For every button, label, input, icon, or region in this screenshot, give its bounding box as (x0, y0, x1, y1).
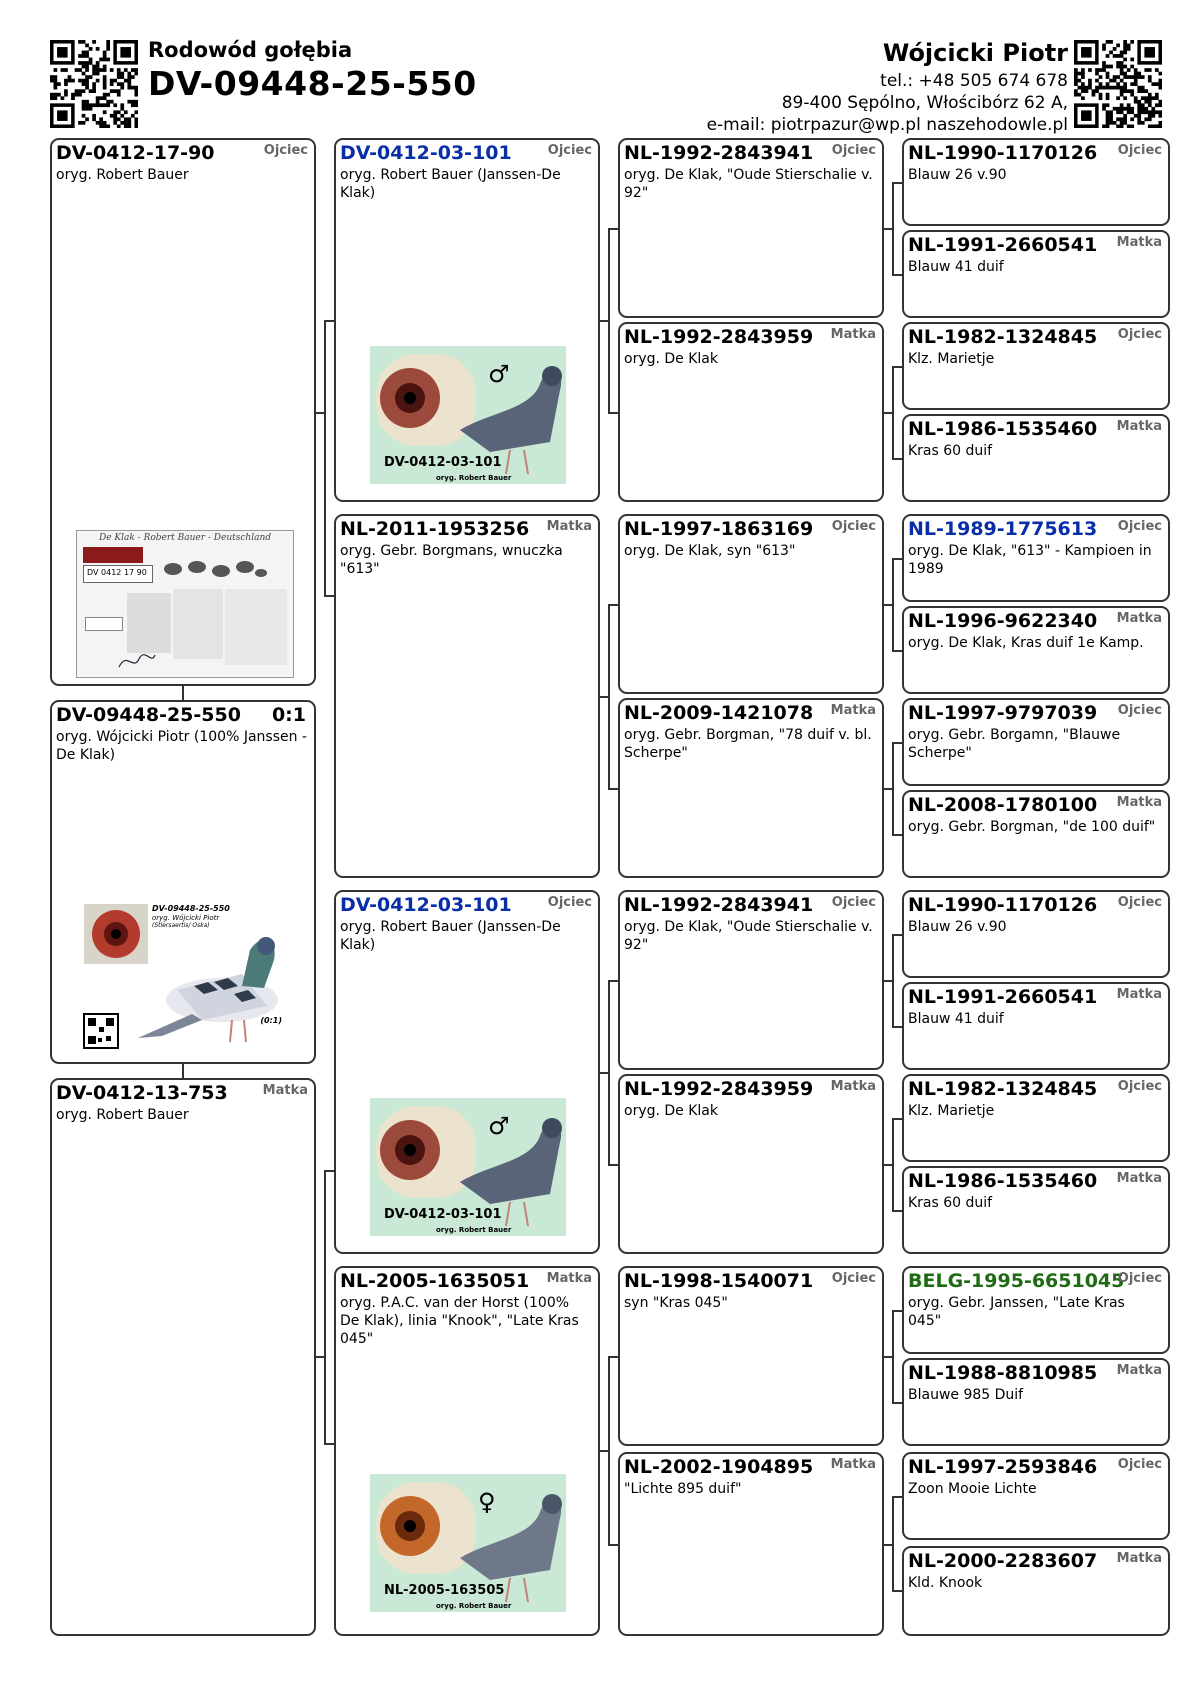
pigeon-description: Blauw 41 duif (908, 1011, 1004, 1027)
certificate-title: De Klak - Robert Bauer - Deutschland (98, 533, 272, 543)
qr-code-left (50, 40, 138, 128)
grandparent-box (334, 138, 600, 502)
pigeon-description: Zoon Mooie Lichte (908, 1481, 1037, 1497)
photo-ring: NL-2005-163505 (384, 1583, 505, 1598)
pigeon-ring: NL-1997-1863169 (624, 518, 814, 540)
pigeon-ring: NL-1992-2843959 (624, 1078, 814, 1100)
pigeon-ring: NL-2002-1904895 (624, 1456, 814, 1478)
grandparent-box (334, 514, 600, 878)
photo-caption: oryg. Robert Bauer (436, 1602, 512, 1610)
pigeon-ring: NL-1986-1535460 (908, 1170, 1098, 1192)
great-grandparent-box (618, 138, 884, 318)
sex-label: Ojciec (1117, 703, 1162, 718)
g4-box (902, 1074, 1170, 1162)
sex-label: Ojciec (1117, 143, 1162, 158)
sex-label: Matka (262, 1083, 308, 1098)
g4-box (902, 606, 1170, 694)
pigeon-ring: NL-1982-1324845 (908, 1078, 1098, 1100)
pigeon-description: oryg. Gebr. Borgmans, wnuczka "613" (340, 543, 563, 577)
pigeon-description: oryg. De Klak (624, 1103, 718, 1119)
pigeon-ring: NL-2008-1780100 (908, 794, 1098, 816)
g4-box (902, 1546, 1170, 1636)
sex-label: Matka (830, 1079, 876, 1094)
great-grandparent-box (618, 890, 884, 1070)
subject-photo-ring: DV-09448-25-550 (152, 904, 230, 913)
sex-label: Ojciec (547, 895, 592, 910)
sex-label: Matka (1116, 1363, 1162, 1378)
pigeon-ring: NL-1998-1540071 (624, 1270, 814, 1292)
sex-label: Ojciec (831, 519, 876, 534)
pigeon-ring: NL-2009-1421078 (624, 702, 814, 724)
pigeon-description: oryg. Robert Bauer (Janssen-De Klak) (340, 167, 561, 201)
pigeon-ring: NL-1991-2660541 (908, 986, 1098, 1008)
owner-address: 89-400 Sępólno, Włościbórz 62 A, (781, 93, 1068, 113)
sex-label: Matka (830, 1457, 876, 1472)
sex-label: Matka (1116, 1551, 1162, 1566)
subject-photo-owner: oryg. Wójcicki Piotr (152, 914, 220, 922)
pigeon-ring: DV-0412-17-90 (56, 142, 215, 164)
sex-symbol: ♂ (488, 1112, 510, 1140)
pigeon-description: Blauwe 985 Duif (908, 1387, 1024, 1403)
great-grandparent-box (618, 1452, 884, 1636)
sex-label: Ojciec (1117, 1271, 1162, 1286)
g4-box (902, 1166, 1170, 1254)
g4-box (902, 1266, 1170, 1354)
pigeon-ring: NL-1996-9622340 (908, 610, 1098, 632)
pigeon-description: Klz. Marietje (908, 1103, 995, 1119)
pigeon-ring: NL-2011-1953256 (340, 518, 530, 540)
g4-box (902, 698, 1170, 786)
sex-label: Ojciec (831, 143, 876, 158)
sex-label: Matka (1116, 795, 1162, 810)
g4-box (902, 514, 1170, 602)
sex-label: Matka (1116, 611, 1162, 626)
photo-ring: DV-0412-03-101 (384, 455, 502, 470)
dam-box (50, 1078, 316, 1636)
pigeon-description: oryg. Robert Bauer (56, 167, 189, 183)
pedigree-certificate-image (76, 530, 294, 678)
qr-code-right (1074, 40, 1162, 128)
pigeon-ring: NL-1997-2593846 (908, 1456, 1098, 1478)
pigeon-description: Kld. Knook (908, 1575, 983, 1591)
pigeon-description: oryg. De Klak, Kras duif 1e Kamp. (908, 635, 1144, 651)
subject-photo-note: (Stiersaertis/ Oska) (152, 922, 210, 929)
subject-photo-score: (0:1) (260, 1016, 282, 1025)
pigeon-ring: NL-1982-1324845 (908, 326, 1098, 348)
pigeon-ring: NL-1992-2843941 (624, 894, 814, 916)
pigeon-description: oryg. De Klak, "613" - Kampioen in 1989 (908, 543, 1152, 577)
sex-symbol: ♂ (488, 360, 510, 388)
sex-label: Ojciec (547, 143, 592, 158)
pigeon-photo (370, 346, 566, 484)
sex-label: Matka (546, 1271, 592, 1286)
g4-box (902, 982, 1170, 1070)
pigeon-description: Blauw 26 v.90 (908, 167, 1007, 183)
pedigree-ring-number: DV-09448-25-550 (148, 64, 477, 103)
pigeon-ring: NL-1992-2843959 (624, 326, 814, 348)
subject-score: 0:1 (271, 704, 306, 726)
owner-name: Wójcicki Piotr (882, 39, 1068, 67)
photo-ring: DV-0412-03-101 (384, 1207, 502, 1222)
sex-label: Matka (1116, 419, 1162, 434)
pigeon-ring: NL-1991-2660541 (908, 234, 1098, 256)
pigeon-ring: DV-0412-03-101 (340, 142, 512, 164)
photo-caption: oryg. Robert Bauer (436, 474, 512, 482)
g4-box (902, 1452, 1170, 1540)
great-grandparent-box (618, 322, 884, 502)
grandparent-box (334, 890, 600, 1254)
pigeon-ring: NL-1986-1535460 (908, 418, 1098, 440)
sex-label: Matka (1116, 987, 1162, 1002)
pigeon-description: oryg. De Klak (624, 351, 718, 367)
pigeon-description: oryg. Robert Bauer (Janssen-De Klak) (340, 919, 561, 953)
pigeon-ring: DV-0412-13-753 (56, 1082, 228, 1104)
sex-label: Ojciec (1117, 895, 1162, 910)
pigeon-description: Kras 60 duif (908, 1195, 993, 1211)
pigeon-description: Klz. Marietje (908, 351, 995, 367)
subject-pigeon-box (50, 700, 316, 1064)
g4-box (902, 322, 1170, 410)
pigeon-description: Kras 60 duif (908, 443, 993, 459)
g4-box (902, 414, 1170, 502)
pigeon-ring: NL-1988-8810985 (908, 1362, 1098, 1384)
sex-label: Ojciec (831, 895, 876, 910)
pigeon-description: oryg. Robert Bauer (56, 1107, 189, 1123)
pigeon-ring: NL-2005-1635051 (340, 1270, 530, 1292)
pigeon-ring: NL-1990-1170126 (908, 894, 1098, 916)
pigeon-ring: NL-1990-1170126 (908, 142, 1098, 164)
subject-photo (82, 902, 286, 1052)
pigeon-description: Blauw 41 duif (908, 259, 1004, 275)
pigeon-description: "Lichte 895 duif" (624, 1481, 742, 1497)
sex-label: Matka (546, 519, 592, 534)
sex-label: Matka (1116, 235, 1162, 250)
pigeon-description: oryg. De Klak, syn "613" (624, 543, 796, 559)
sex-label: Ojciec (831, 1271, 876, 1286)
subject-description: oryg. Wójcicki Piotr (100% Janssen - De Klak) (56, 729, 307, 763)
g4-box (902, 1358, 1170, 1446)
pigeon-ring: NL-1989-1775613 (908, 518, 1098, 540)
pigeon-ring: NL-1997-9797039 (908, 702, 1098, 724)
pigeon-description: oryg. Gebr. Borgman, "78 duif v. bl. Scherpe" (624, 727, 872, 761)
pigeon-description: Blauw 26 v.90 (908, 919, 1007, 935)
pigeon-description: oryg. Gebr. Janssen, "Late Kras 045" (908, 1295, 1125, 1329)
grandparent-box (334, 1266, 600, 1636)
owner-block (707, 36, 1068, 136)
photo-caption: oryg. Robert Bauer (436, 1226, 512, 1234)
pigeon-description: oryg. Gebr. Borgamn, "Blauwe Scherpe" (908, 727, 1121, 761)
sex-label: Ojciec (263, 143, 308, 158)
sex-label: Ojciec (1117, 519, 1162, 534)
g4-box (902, 230, 1170, 318)
pigeon-description: oryg. Gebr. Borgman, "de 100 duif" (908, 819, 1156, 835)
sex-symbol: ♀ (478, 1488, 496, 1516)
certificate-ring: DV 0412 17 90 (87, 568, 147, 577)
sex-label: Matka (830, 703, 876, 718)
pigeon-ring: DV-0412-03-101 (340, 894, 512, 916)
pedigree-label: Rodowód gołębia (148, 38, 353, 62)
pigeon-description: oryg. De Klak, "Oude Stierschalie v. 92" (624, 167, 873, 201)
great-grandparent-box (618, 514, 884, 694)
g4-box (902, 890, 1170, 978)
subject-ring: DV-09448-25-550 (56, 704, 241, 726)
pigeon-photo (370, 1474, 566, 1612)
pigeon-photo (370, 1098, 566, 1236)
g4-box (902, 790, 1170, 878)
g4-box (902, 138, 1170, 226)
great-grandparent-box (618, 1074, 884, 1254)
pigeon-ring: NL-2000-2283607 (908, 1550, 1098, 1572)
great-grandparent-box (618, 698, 884, 878)
sex-label: Ojciec (1117, 327, 1162, 342)
sex-label: Matka (830, 327, 876, 342)
pigeon-description: syn "Kras 045" (624, 1295, 728, 1311)
pigeon-description: oryg. P.A.C. van der Horst (100% De Klak), linia "Knook", "Late Kras 045" (340, 1295, 579, 1347)
sex-label: Ojciec (1117, 1457, 1162, 1472)
pigeon-ring: BELG-1995-6651045 (908, 1270, 1125, 1292)
owner-email: e-mail: piotrpazur@wp.pl naszehodowle.pl (706, 115, 1068, 135)
great-grandparent-box (618, 1266, 884, 1446)
sire-box (50, 138, 316, 686)
owner-phone: tel.: +48 505 674 678 (880, 71, 1068, 91)
sex-label: Ojciec (1117, 1079, 1162, 1094)
pigeon-description: oryg. De Klak, "Oude Stierschalie v. 92" (624, 919, 873, 953)
sex-label: Matka (1116, 1171, 1162, 1186)
pigeon-ring: NL-1992-2843941 (624, 142, 814, 164)
